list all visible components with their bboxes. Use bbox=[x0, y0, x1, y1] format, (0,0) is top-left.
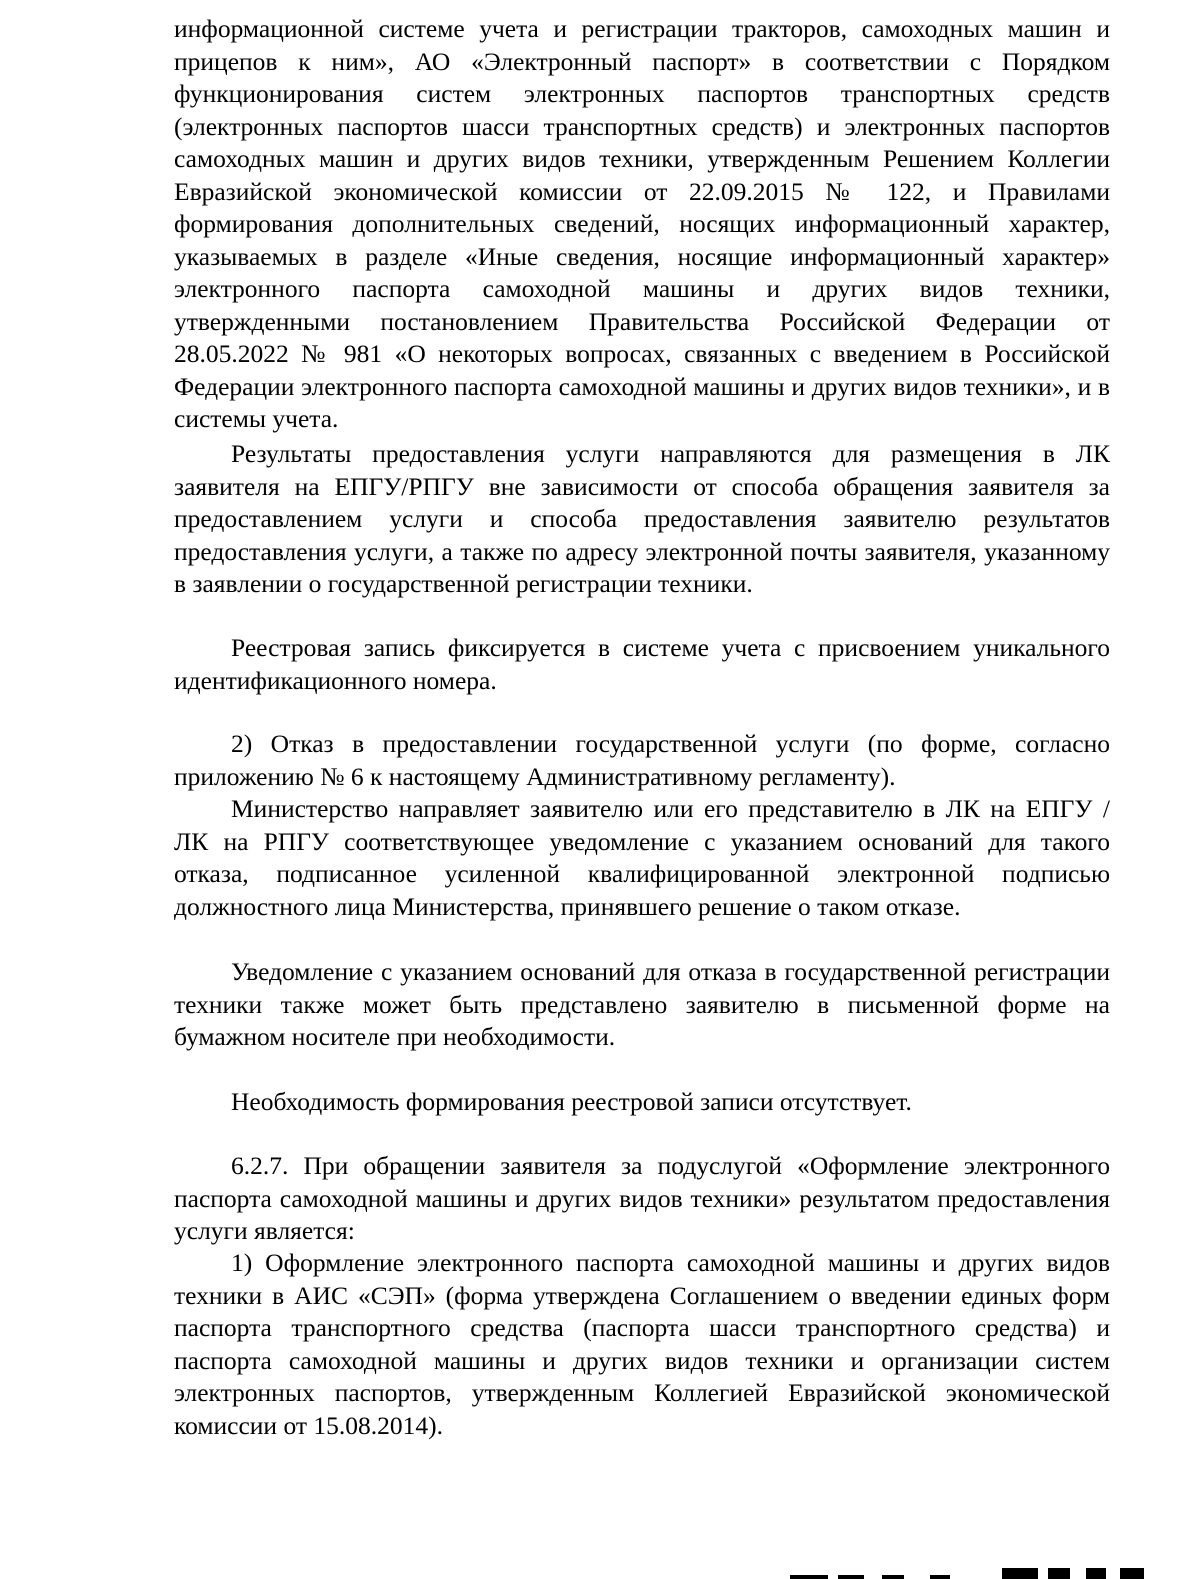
paragraph-section-6-2-7: 6.2.7. При обращении заявителя за подуслугой «Оформление электронного паспорта самоходной машины и других видов техники» результатом предоставления услуги является: bbox=[174, 1151, 1110, 1245]
paragraph-ministry-notification: Министерство направляет заявителю или его представителю в ЛК на ЕПГУ / ЛК на РПГУ соответствующее уведомление с указанием оснований для такого отказа, подписанное усиленной квалифицированной электронной подписью должностного лица Министерства, принявшего решение о таком отказе. bbox=[174, 794, 1110, 921]
scan-artifact-marks bbox=[790, 1566, 1150, 1579]
paragraph-registry-record: Реестровая запись фиксируется в системе учета с присвоением уникального идентификационного номера. bbox=[174, 633, 1110, 695]
paragraph-results-delivery: Результаты предоставления услуги направляются для размещения в ЛК заявителя на ЕПГУ/РПГУ вне зависимости от способа обращения заявителя за предоставлением услуги и способа предоставления заявителю результатов предоставления услуги, а также по адресу электронной почты заявителя, указанному в заявлении о государственной регистрации техники. bbox=[174, 439, 1110, 598]
paragraph-refusal: 2) Отказ в предоставлении государственной услуги (по форме, согласно приложению № 6 к настоящему Административному регламенту). bbox=[174, 729, 1110, 791]
paragraph-electronic-passport-rules: информационной системе учета и регистрации тракторов, самоходных машин и прицепов к ним», АО «Электронный паспорт» в соответствии с Порядком функционирования систем электронных паспортов транспортных средств (электронных паспортов шасси транспортных средств) и электронных паспортов самоходных машин и других видов техники, утвержденным Решением Коллегии Евразийской экономической комиссии от 22.09.2015 № 122, и Правилами формирования дополнительных сведений, носящих информационный характер, указываемых в разделе «Иные сведения, носящие информационный характер» электронного паспорта самоходной машины и других видов техники, утвержденными постановлением Правительства Российской Федерации от 28.05.2022 № 981 «О некоторых вопросах, связанных с введением в Российской Федерации электронного паспорта самоходной машины и других видов техники», и в системы учета. bbox=[174, 14, 1110, 433]
paragraph-passport-issuance: 1) Оформление электронного паспорта самоходной машины и других видов техники в АИС «СЭП» (форма утверждена Соглашением о введении единых форм паспорта транспортного средства (паспорта шасси транспортного средства) и паспорта самоходной машины и других видов техники и организации систем электронных паспортов, утвержденным Коллегией Евразийской экономической комиссии от 15.08.2014). bbox=[174, 1248, 1110, 1440]
paragraph-paper-notification: Уведомление с указанием оснований для отказа в государственной регистрации техники также может быть представлено заявителю в письменной форме на бумажном носителе при необходимости. bbox=[174, 957, 1110, 1051]
paragraph-no-registry-record: Необходимость формирования реестровой записи отсутствует. bbox=[231, 1087, 912, 1116]
